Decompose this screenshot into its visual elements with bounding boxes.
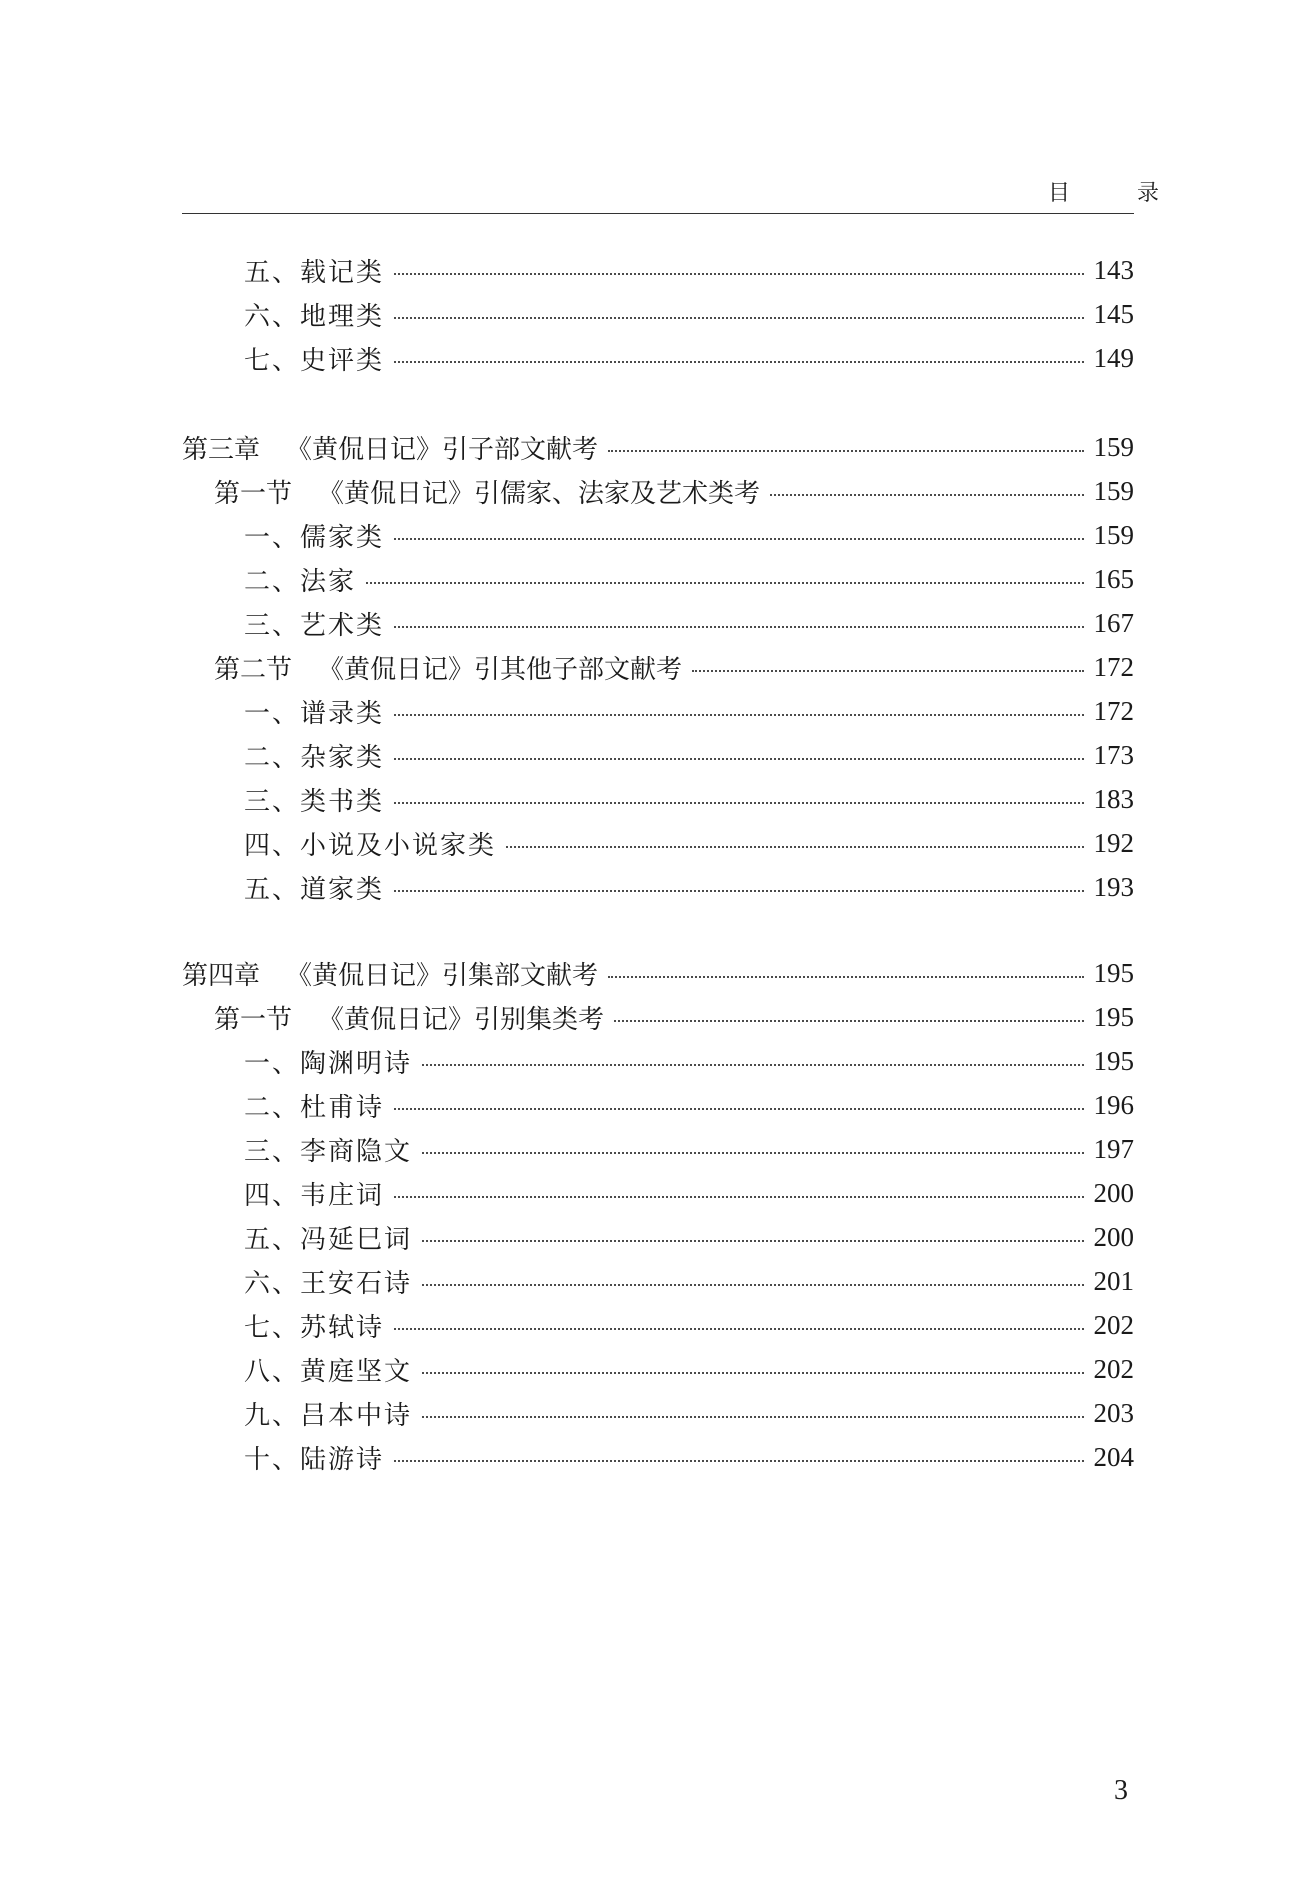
toc-entry-number: 第一节 xyxy=(214,1004,293,1035)
toc-entry-label xyxy=(244,1307,384,1344)
toc-entry-item[interactable] xyxy=(182,1305,1134,1345)
toc-entry-title: 十、陆游诗 xyxy=(244,1444,385,1475)
dot-leader xyxy=(422,1284,1083,1286)
toc-entry-title: 五、道家类 xyxy=(244,874,385,905)
toc-entry-page: 173 xyxy=(1093,739,1134,770)
toc-entry-chapter[interactable] xyxy=(182,953,1134,993)
toc-entry-title: 《黄侃日记》引儒家、法家及艺术类考 xyxy=(318,478,761,509)
dot-leader xyxy=(608,976,1083,978)
toc-entry-number: 第二节 xyxy=(214,654,293,685)
toc-entry-item[interactable] xyxy=(182,1217,1134,1257)
toc-entry-label xyxy=(244,1219,412,1256)
toc-entry-section[interactable] xyxy=(182,997,1134,1037)
toc-entry-label xyxy=(244,1131,412,1168)
toc-entry-title: 二、法家 xyxy=(244,566,357,597)
toc-entry-page: 195 xyxy=(1093,1045,1134,1076)
toc-entry-page: 200 xyxy=(1093,1221,1134,1252)
toc-entry-label xyxy=(244,517,384,554)
toc-entry-title: 八、黄庭坚文 xyxy=(244,1356,413,1387)
toc-entry-page: 195 xyxy=(1093,957,1134,988)
toc-entry-label xyxy=(244,252,384,289)
toc-entry-label xyxy=(182,429,598,466)
toc-entry-title: 六、地理类 xyxy=(244,301,385,332)
toc-entry-label xyxy=(244,605,384,642)
dot-leader xyxy=(614,1020,1083,1022)
toc-entry-label xyxy=(244,737,384,774)
toc-entry-title: 五、冯延巳词 xyxy=(244,1224,413,1255)
toc-entry-label xyxy=(244,1351,412,1388)
toc-entry-page: 172 xyxy=(1093,651,1134,682)
toc-entry-page: 145 xyxy=(1093,298,1134,329)
toc-entry-label xyxy=(182,955,598,992)
toc-entry-item[interactable] xyxy=(182,559,1134,599)
toc-entry-label xyxy=(214,649,682,686)
dot-leader xyxy=(394,273,1083,275)
toc-entry-page: 143 xyxy=(1093,254,1134,285)
toc-entry-title: 二、杜甫诗 xyxy=(244,1092,385,1123)
running-header-title: 目 录 xyxy=(1048,181,1189,206)
dot-leader xyxy=(394,802,1083,804)
toc-entry-item[interactable] xyxy=(182,1129,1134,1169)
dot-leader xyxy=(394,1328,1083,1330)
toc-entry-title: 七、苏轼诗 xyxy=(244,1312,385,1343)
dot-leader xyxy=(394,317,1083,319)
dot-leader xyxy=(422,1152,1083,1154)
dot-leader xyxy=(692,670,1083,672)
toc-entry-item[interactable] xyxy=(182,1437,1134,1477)
toc-entry-item[interactable] xyxy=(182,867,1134,907)
header-rule xyxy=(182,213,1134,214)
toc-entry-title: 《黄侃日记》引集部文献考 xyxy=(286,960,599,991)
toc-entry-item[interactable] xyxy=(182,603,1134,643)
toc-entry-title: 四、韦庄词 xyxy=(244,1180,385,1211)
toc-entry-title: 九、吕本中诗 xyxy=(244,1400,413,1431)
toc-entry-item[interactable] xyxy=(182,250,1134,290)
toc-entry-section[interactable] xyxy=(182,647,1134,687)
toc-entry-label xyxy=(244,1263,412,1300)
dot-leader xyxy=(394,758,1083,760)
toc-entry-title: 七、史评类 xyxy=(244,345,385,376)
toc-entry-page: 200 xyxy=(1093,1177,1134,1208)
toc-entry-title: 五、载记类 xyxy=(244,257,385,288)
dot-leader xyxy=(770,494,1083,496)
toc-entry-title: 三、类书类 xyxy=(244,786,385,817)
toc-entry-number: 第四章 xyxy=(182,960,261,991)
toc-entry-item[interactable] xyxy=(182,823,1134,863)
toc-entry-label xyxy=(244,825,496,862)
dot-leader xyxy=(608,450,1083,452)
toc-entry-label xyxy=(244,1175,384,1212)
toc-entry-title: 《黄侃日记》引其他子部文献考 xyxy=(318,654,683,685)
toc-entry-page: 204 xyxy=(1093,1441,1134,1472)
toc-entry-page: 201 xyxy=(1093,1265,1134,1296)
dot-leader xyxy=(506,846,1083,848)
toc-entry-item[interactable] xyxy=(182,515,1134,555)
toc-entry-label xyxy=(244,296,384,333)
toc-entry-label xyxy=(244,693,384,730)
toc-entry-page: 165 xyxy=(1093,563,1134,594)
toc-entry-label xyxy=(214,473,760,510)
toc-entry-item[interactable] xyxy=(182,1041,1134,1081)
toc-entry-item[interactable] xyxy=(182,1393,1134,1433)
toc-entry-item[interactable] xyxy=(182,779,1134,819)
toc-entry-chapter[interactable] xyxy=(182,427,1134,467)
toc-entry-item[interactable] xyxy=(182,691,1134,731)
toc-entry-label xyxy=(244,1395,412,1432)
toc-entry-title: 一、儒家类 xyxy=(244,522,385,553)
toc-entry-page: 195 xyxy=(1093,1001,1134,1032)
toc-entry-number: 第三章 xyxy=(182,434,261,465)
toc-entry-item[interactable] xyxy=(182,1085,1134,1125)
toc-entry-item[interactable] xyxy=(182,1261,1134,1301)
toc-entry-label xyxy=(244,781,384,818)
toc-entry-page: 183 xyxy=(1093,783,1134,814)
toc-entry-label xyxy=(244,1439,384,1476)
toc-entry-title: 一、谱录类 xyxy=(244,698,385,729)
dot-leader xyxy=(422,1064,1083,1066)
toc-entry-page: 192 xyxy=(1093,827,1134,858)
toc-entry-title: 四、小说及小说家类 xyxy=(244,830,497,861)
toc-entry-item[interactable] xyxy=(182,294,1134,334)
toc-entry-page: 197 xyxy=(1093,1133,1134,1164)
toc-entry-section[interactable] xyxy=(182,471,1134,511)
toc-entry-page: 202 xyxy=(1093,1353,1134,1384)
toc-entry-title: 《黄侃日记》引子部文献考 xyxy=(286,434,599,465)
dot-leader xyxy=(394,626,1083,628)
toc-entry-item[interactable] xyxy=(182,735,1134,775)
toc-entry-title: 六、王安石诗 xyxy=(244,1268,413,1299)
dot-leader xyxy=(422,1372,1083,1374)
toc-entry-item[interactable] xyxy=(182,1349,1134,1389)
toc-entry-item[interactable] xyxy=(182,1173,1134,1213)
toc-entry-page: 159 xyxy=(1093,519,1134,550)
toc-entry-page: 193 xyxy=(1093,871,1134,902)
toc-entry-page: 203 xyxy=(1093,1397,1134,1428)
toc-entry-page: 196 xyxy=(1093,1089,1134,1120)
toc-entry-number: 第一节 xyxy=(214,478,293,509)
page-number: 3 xyxy=(1114,1775,1128,1806)
toc-entry-title: 《黄侃日记》引别集类考 xyxy=(318,1004,605,1035)
dot-leader xyxy=(394,1108,1083,1110)
dot-leader xyxy=(394,538,1083,540)
toc-entry-title: 三、艺术类 xyxy=(244,610,385,641)
toc-entry-label xyxy=(244,561,356,598)
dot-leader xyxy=(394,1460,1083,1462)
dot-leader xyxy=(422,1416,1083,1418)
toc-entry-title: 二、杂家类 xyxy=(244,742,385,773)
toc-entry-page: 202 xyxy=(1093,1309,1134,1340)
dot-leader xyxy=(422,1240,1083,1242)
toc-entry-label xyxy=(244,869,384,906)
toc-entry-page: 159 xyxy=(1093,431,1134,462)
toc-entry-title: 一、陶渊明诗 xyxy=(244,1048,413,1079)
toc-entry-page: 167 xyxy=(1093,607,1134,638)
toc-entry-label xyxy=(244,1087,384,1124)
toc-entry-label xyxy=(244,1043,412,1080)
toc-entry-title: 三、李商隐文 xyxy=(244,1136,413,1167)
toc-entry-page: 149 xyxy=(1093,342,1134,373)
dot-leader xyxy=(394,890,1083,892)
toc-entry-item[interactable] xyxy=(182,338,1134,378)
dot-leader xyxy=(366,582,1083,584)
toc-entry-label xyxy=(214,999,604,1036)
toc-entry-page: 159 xyxy=(1093,475,1134,506)
toc-entry-page: 172 xyxy=(1093,695,1134,726)
dot-leader xyxy=(394,361,1083,363)
dot-leader xyxy=(394,1196,1083,1198)
toc-entry-label xyxy=(244,340,384,377)
dot-leader xyxy=(394,714,1083,716)
